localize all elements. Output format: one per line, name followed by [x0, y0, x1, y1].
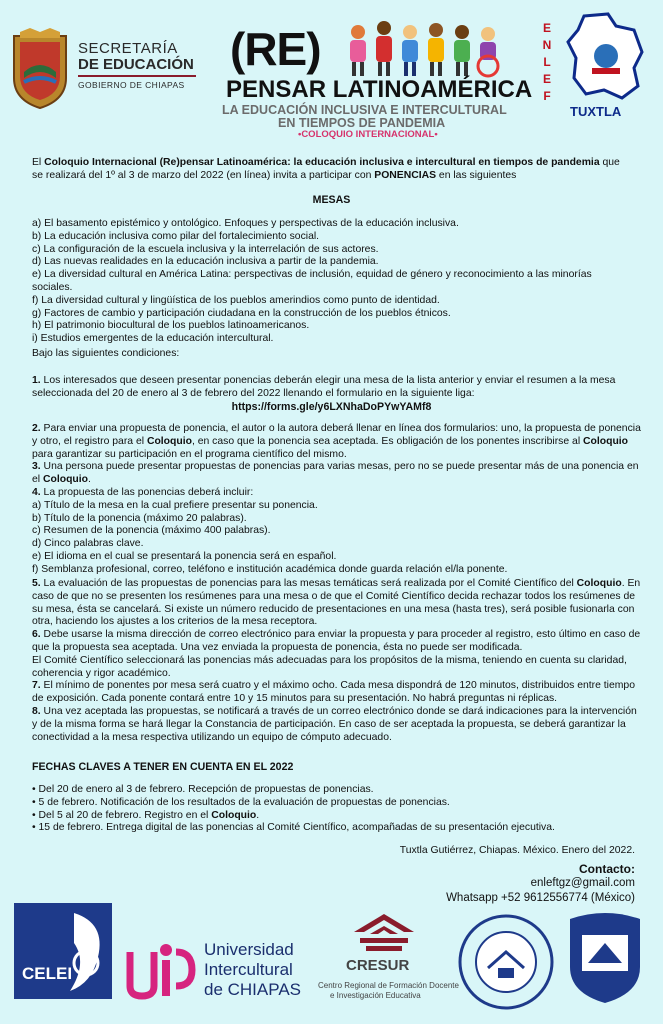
condition-text: El mínimo de ponentes por mesa será cuatro y el máximo ocho. Cada mesa dispondrá de 120 minutos, distribuidos entre tiempo de exposición. Cada ponente contará entre 10 y 15 minutos para su presentación. No habrá preguntas ni réplicas.	[32, 680, 635, 705]
condition-4-item: e) El idioma en el cual se presentará la ponencia será en español.	[32, 550, 337, 562]
condition-8	[32, 706, 642, 744]
chiapas-map-icon	[564, 12, 648, 100]
condition-number: 6.	[32, 629, 41, 641]
enlef-letter: E	[542, 21, 551, 35]
conditions-2-to-4	[32, 423, 642, 577]
fecha-item: • 15 de febrero. Entrega digital de las ponencias al Comité Científico, acompañadas de su presentación ejecutiva.	[32, 822, 642, 835]
cresur-text: CRESUR	[346, 957, 410, 974]
condition-number: 5.	[32, 578, 41, 589]
mesa-item: i) Estudios emergentes de la educación intercultural.	[32, 333, 274, 345]
fecha-item: • Del 20 de enero al 3 de febrero. Recepción de propuestas de ponencias.	[32, 784, 642, 797]
mesa-item: f) La diversidad cultural y lingüística de los pueblos amerindios como punto de identidad.	[32, 294, 440, 306]
subtitle-1: LA EDUCACIÓN INCLUSIVA E INTERCULTURAL	[222, 103, 507, 117]
condition-4	[32, 487, 642, 500]
secretaria-line1: SECRETARÍA	[78, 40, 178, 57]
condition-text: . En caso de que no se presenten los resúmenes para una mesa o de que el Comité Científico decida rechazar todos los resúmenes de su mesa, ésta se cancelará. Si existe un número reducido de presentaciones en una mesa (hasta tres), será posible fusionarla con otra, haciendo los ajustes a los criterios de la mesa receptora.	[32, 578, 641, 628]
fechas-list	[32, 784, 642, 835]
people-illustration-icon	[344, 18, 504, 78]
secretaria-divider	[78, 75, 196, 77]
condition-text: Los interesados que deseen presentar ponencias deberán elegir una mesa de la lista anterior y enviar el resumen a la mesa seleccionada del 20 de enero al 3 de febrero del 2022 llenando el formulario en la siguiente liga:	[32, 375, 616, 399]
intro-paragraph	[32, 157, 632, 183]
mesa-item: d) Las nuevas realidades en la educación inclusiva a partir de la pandemia.	[32, 256, 379, 268]
condition-text: Una vez aceptada las propuestas, se notificará a través de un correo electrónico donde se dará indicaciones para la intervención y de la misma forma se hará llegar la Constancia de participación. En caso de ser aceptada la propuesta, se deberá garantizar la conectividad a la mesa respectiva utilizando un equipo de cómputo adecuado.	[32, 705, 637, 743]
mesa-item: c) La configuración de la escuela inclusiva y la interrelación de sus actores.	[32, 243, 379, 255]
condition-4-item: b) Título de la ponencia (máximo 20 palabras).	[32, 512, 247, 524]
enlef-letter: F	[543, 89, 551, 103]
secretaria-line3: GOBIERNO DE CHIAPAS	[78, 80, 185, 90]
coloquio-bold: Coloquio	[42, 474, 88, 486]
form-link[interactable]: https://forms.gle/y6LXNhaDoPYwYAMf8	[231, 401, 432, 413]
condition-text: para garantizar su participación en el programa científico del mismo.	[32, 448, 347, 460]
cresur-sub2: e Investigación Educativa	[330, 991, 421, 1000]
mesa-item: b) La educación inclusiva como pilar del fortalecimiento social.	[32, 230, 320, 242]
condition-6	[32, 629, 642, 655]
enlef-vertical-logo	[540, 20, 554, 105]
condition-text: , en caso que la ponencia sea aceptada. Es obligación de los ponentes inscribirse al	[191, 435, 584, 447]
title-re: (RE)	[230, 23, 321, 75]
condition-5	[32, 578, 642, 629]
fecha-item: • 5 de febrero. Notificación de los resultados de la evaluación de propuestas de ponencias.	[32, 797, 642, 810]
condition-number: 8.	[32, 705, 41, 717]
universidad-line1: Universidad	[204, 940, 294, 959]
condition-number: 1.	[32, 375, 41, 386]
enlef-letter: E	[542, 72, 551, 86]
secretaria-line2: DE EDUCACIÓN	[78, 56, 194, 73]
escuela-normal-tuxtla-shield-icon	[566, 907, 644, 1005]
coloquio-bold: Coloquio	[211, 809, 257, 821]
condition-number: 2.	[32, 423, 41, 434]
mesas-heading: MESAS	[312, 194, 351, 206]
intro-text: que se realizará del 1º al 3 de marzo del 2022 (en línea) invita a participar con	[32, 157, 620, 181]
enlef-letter: N	[542, 38, 552, 52]
intro-text: El	[32, 157, 45, 168]
fecha-text: Del 5 al 20 de febrero. Registro en el	[38, 809, 212, 821]
celei-text: CELEI	[22, 964, 73, 983]
subtitle-3: •COLOQUIO INTERNACIONAL•	[298, 129, 438, 140]
condition-7	[32, 680, 642, 706]
coloquio-bold: Coloquio	[583, 435, 629, 447]
tuxtla-label: TUXTLA	[570, 104, 622, 119]
conditions-intro: Bajo las siguientes condiciones:	[32, 348, 180, 359]
universidad-line2: Intercultural	[204, 960, 293, 979]
conditions-5-to-8	[32, 578, 642, 744]
condition-number: 7.	[32, 680, 41, 692]
condition-text: La evaluación de las propuestas de ponencias para las mesas temáticas será realizada por el Comité Científico del	[40, 578, 577, 589]
condition-3	[32, 461, 642, 487]
condition-4-item: a) Título de la mesa en la cual prefiere presentar su ponencia.	[32, 499, 318, 511]
title-main: PENSAR LATINOAMÉRICA	[226, 76, 533, 103]
mesa-item: e) La diversidad cultural en América Latina: perspectivas de inclusión, equidad de género y reconocimiento a las minorías sociales.	[32, 269, 592, 293]
chiapas-coat-of-arms-icon	[10, 28, 70, 110]
mesa-item: g) Factores de cambio y participación ciudadana en la construcción de los pueblos étnicos.	[32, 307, 451, 319]
condition-4-item: f) Semblanza profesional, correo, teléfono e institución académica donde guarda relación el/la ponente.	[32, 563, 508, 575]
condition-text: .	[88, 474, 91, 486]
mesa-item: a) El basamento epistémico y ontológico. Enfoques y perspectivas de la educación inclusiva.	[32, 218, 459, 229]
intro-bold: PONENCIAS	[374, 169, 437, 181]
condition-1	[32, 375, 642, 401]
condition-text: Para enviar una propuesta de ponencia, el autor o la autora deberá llenar en línea dos formularios: uno, la propuesta de ponencia y otro, el registro para el	[32, 423, 641, 447]
coloquio-bold: Coloquio	[576, 578, 622, 589]
intro-text: en las siguientes	[436, 169, 517, 181]
condition-text: Debe usarse la misma dirección de correo electrónico para enviar la propuesta y para proceder al registro, esto último en caso de que la propuesta sea aceptada. Una vez enviada la propuesta de ponencia, ésta no puede ser modificada.	[32, 629, 641, 653]
escuela-normal-coatepec-seal-icon	[456, 912, 556, 1012]
condition-4-item: c) Resumen de la ponencia (máximo 400 palabras).	[32, 525, 271, 537]
intro-bold: Coloquio Internacional (Re)pensar Latinoamérica: la educación inclusiva e intercultural en tiempos de pandemia	[44, 157, 600, 168]
contact-email[interactable]: enleftgz@gmail.com	[530, 877, 635, 889]
universidad-line3: de CHIAPAS	[204, 980, 302, 999]
condition-2	[32, 423, 642, 461]
subtitle-2: EN TIEMPOS DE PANDEMIA	[278, 116, 446, 130]
condition-number: 4.	[32, 486, 41, 498]
condition-text: Una persona puede presentar propuestas de ponencias para varias mesas, pero no se puede presentar más de una ponencia en el	[32, 461, 639, 486]
fechas-heading: FECHAS CLAVES A TENER EN CUENTA EN EL 2022	[32, 761, 294, 773]
place-date: Tuxtla Gutiérrez, Chiapas. México. Enero del 2022.	[399, 845, 635, 856]
mesa-item: h) El patrimonio biocultural de los pueblos latinoamericanos.	[32, 320, 310, 332]
enlef-letter: L	[543, 55, 551, 69]
cresur-sub1: Centro Regional de Formación Docente	[318, 981, 459, 990]
cresur-logo-icon	[350, 912, 418, 954]
fecha-item	[32, 810, 642, 823]
contact-heading: Contacto:	[579, 862, 635, 876]
condition-number: 3.	[32, 461, 41, 473]
fecha-text: .	[256, 809, 260, 821]
mesas-list	[32, 218, 632, 346]
universidad-intercultural-logo-icon	[126, 942, 196, 1000]
condition-text: La propuesta de las ponencias deberá incluir:	[40, 486, 254, 498]
coloquio-bold: Coloquio	[146, 435, 192, 447]
contact-whatsapp[interactable]: Whatsapp +52 9612556774 (México)	[446, 892, 635, 904]
condition-4-item: d) Cinco palabras clave.	[32, 538, 144, 550]
celei-logo-icon	[14, 903, 112, 999]
condition-6-cont: El Comité Científico seleccionará las ponencias más adecuadas para los propósitos de la misma, teniendo en cuenta su claridad, coherencia y rigor académico.	[32, 654, 627, 679]
